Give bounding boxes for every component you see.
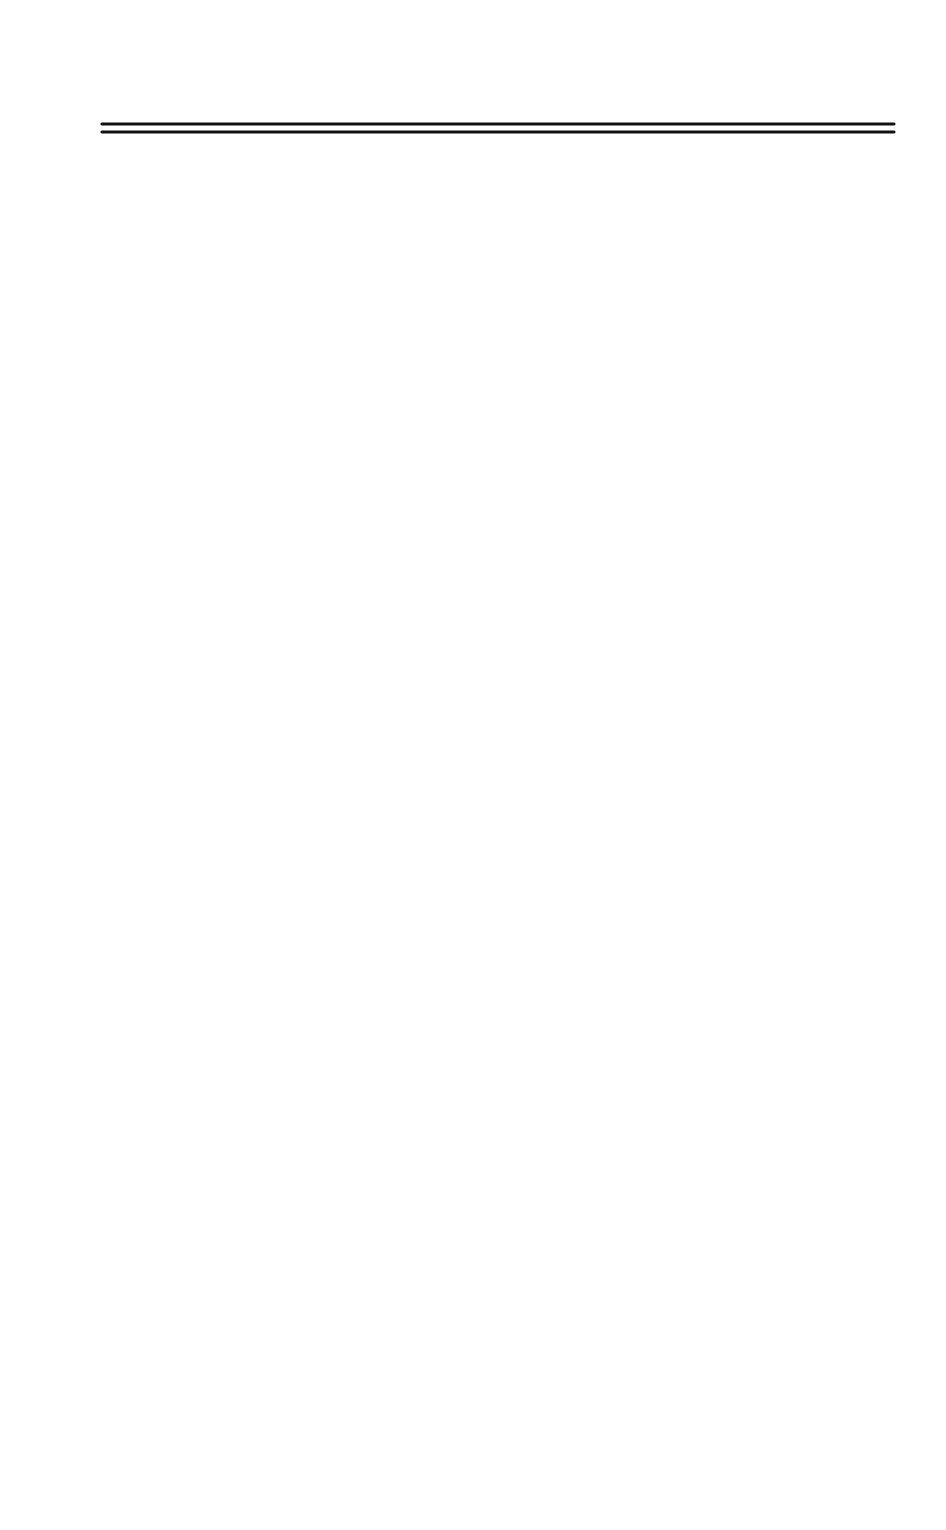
decorative-border <box>100 88 896 168</box>
